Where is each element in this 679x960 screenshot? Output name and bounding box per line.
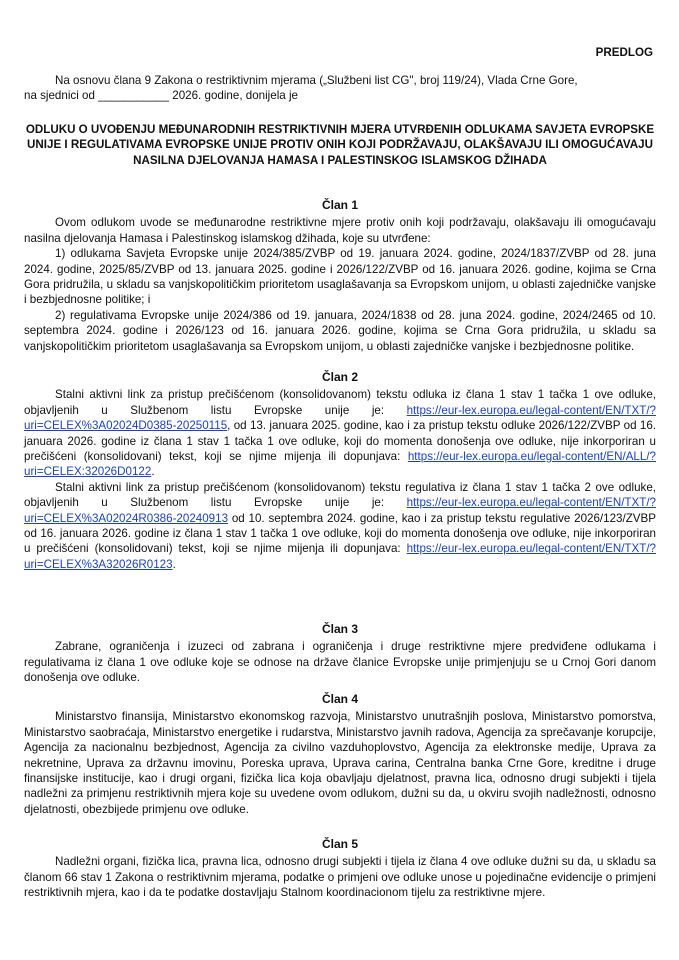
preamble-line-2: na sjednici od ___________ 2026. godine, donijela je	[24, 89, 298, 103]
text-segment: od 10. septembra 2024. godine, kao i za pristup tekstu regulative 2026/123/ZVBP od 16. januara 2026. godine iz člana 1 stav 1 tačka 1 ove odluke, koji do momenta donošenja ove odluke, nije inkorporiran u prečišćeni (konsolidovani) tekst, koji se njime mijenja ili dopunjava:	[24, 511, 656, 556]
article-2	[24, 370, 656, 572]
article-2-heading: Član 2	[321, 370, 358, 384]
article-3-paragraph: Zabrane, ograničenja i izuzeci od zabrana i ograničenja i druge restriktivne mjere predviđene odlukama i regulativama iz člana 1 ove odluke koje se odnose na države članice Evropske unije primjenjuju se u Crnoj Gori danom donošenja ove odluke.	[24, 640, 656, 685]
text-segment: Stalni aktivni link za pristup prečišćenom (konsolidovanom) tekstu odluka iz člana 1 stav 1 tačka 1 ove odluke, objavljenih u Službenom listu Evropske unije je:	[24, 388, 656, 417]
article-5-heading: Član 5	[321, 837, 358, 851]
article-1-heading: Član 1	[321, 198, 358, 212]
article-2-paragraph-2	[24, 480, 656, 572]
article-1	[24, 198, 656, 354]
eur-lex-link-regulation-consolidated[interactable]: https://eur-lex.europa.eu/legal-content/EN/TXT/?uri=CELEX%3A02024R0386-20240913	[24, 496, 656, 525]
text-segment: Stalni aktivni link za pristup prečišćenom (konsolidovanom) tekstu regulativa iz člana 1 stav 1 tačka 2 ove odluke, objavljenih u Službenom listu Evropske unije je:	[24, 480, 656, 510]
eur-lex-link-decision-2026[interactable]: https://eur-lex.europa.eu/legal-content/EN/ALL/?uri=CELEX:32026D0122	[24, 450, 656, 479]
preamble	[24, 73, 656, 104]
document-title: ODLUKU O UVOĐENJU MEĐUNARODNIH RESTRIKTIVNIH MJERA UTVRĐENIH ODLUKAMA SAVJETA EVROPSKE UNIJE I REGULATIVAMA EVROPSKE UNIJE PROTIV ONIH KOJI PODRŽAVAJU, OLAKŠAVAJU ILI OMOGUĆAVAJU NASILNA DJELOVANJA HAMASA I PALESTINSKOG ISLAMSKOG DŽIHADA	[25, 123, 655, 167]
draft-label: PREDLOG	[595, 46, 653, 59]
article-1-paragraph: Ovom odlukom uvode se međunarodne restriktivne mjere protiv onih koji podržavaju, olakšavaju ili omogućavaju nasilna djelovanja Hamasa i Palestinskog islamskog džihada, koje su utvrđene:	[24, 216, 656, 245]
article-4-paragraph: Ministarstvo finansija, Ministarstvo ekonomskog razvoja, Ministarstvo unutrašnjih poslova, Ministarstvo pomorstva, Ministarstvo saobraćaja, Ministarstvo energetike i rudarstva, Ministarstvo javnih radova, Agencija za sprečavanje korupcije, Agencija za nacionalnu bezbjednost, Agencija za civilno vazduhoplovstvo, Agencija za elektronske medije, Uprava za nekretnine, Uprava za državnu imovinu, Poreska uprava, Uprava carina, Centralna banka Crne Gore, kreditne i druge finansijske institucije, kao i drugi organi, fizička lica koja obavljaju djelatnost, pravna lica, odnosno drugi subjekti i tijela nadležni za primjenu restriktivnih mjera koje su uvedene ovom odlukom, dužni su da, u okviru svojih nadležnosti, odnosno djelatnosti, obezbijede primjenu ove odluke.	[24, 710, 656, 816]
text-segment: .	[151, 465, 155, 479]
eur-lex-link-regulation-2026[interactable]: https://eur-lex.europa.eu/legal-content/EN/TXT/?uri=CELEX%3A32026R0123	[24, 542, 656, 571]
article-3-heading: Član 3	[321, 622, 358, 636]
article-5	[24, 837, 656, 901]
text-segment: , od 13. januara 2025. godine, kao i za pristup tekstu odluke 2026/122/ZVBP od 16. januara 2026. godine iz člana 1 stav 1 tačka 1 ove odluke, koji do momenta donošenja ove odluke, nije inkorporiran u prečišćeni (konsolidovani) tekst, koji se njime mijenja ili dopunjava:	[24, 419, 656, 464]
article-5-paragraph: Nadležni organi, fizička lica, pravna lica, odnosno drugi subjekti i tijela iz člana 4 ove odluke dužni su da, u skladu sa članom 66 stav 1 Zakona o restriktivnim mjerama, podatke o primjeni ove odluke unose u pojedinačne evidencije o primjeni restriktivnih mjera, kao i da te podatke dostavljaju Stalnom koordinacionom tijelu za restriktivne mjere.	[24, 855, 656, 900]
article-1-item-1: 1) odlukama Savjeta Evropske unije 2024/385/ZVBP od 19. januara 2024. godine, 2024/1837/ZVBP od 28. juna 2024. godine, 2025/85/ZVBP od 13. januara 2025. godine i 2026/122/ZVBP od 16. januara 2026. godine, kojima se Crna Gora pridružila, u skladu sa vanjskopolitičkim prioritetom usaglašavanja sa Evropskom unijom, u oblasti zajedničke vanjske i bezbjednosne politike; i	[24, 247, 656, 307]
article-1-item-2: 2) regulativama Evropske unije 2024/386 od 19. januara, 2024/1838 od 28. juna 2024. godine, 2024/2465 od 10. septembra 2024. godine i 2026/123 od 16. januara 2026. godine, kojima se Crna Gora pridružila, u skladu sa vanjskopolitičkim prioritetom usaglašavanja sa Evropskom unijom, u oblasti zajedničke vanjske i bezbjednosne politike.	[24, 308, 656, 353]
preamble-line-1: Na osnovu člana 9 Zakona o restriktivnim mjerama („Službeni list CG", broj 119/24), Vlada Crne Gore,	[55, 74, 578, 87]
article-4	[24, 692, 656, 817]
article-4-heading: Član 4	[321, 692, 358, 706]
article-3	[24, 622, 656, 686]
article-2-paragraph-1	[24, 387, 656, 479]
eur-lex-link-decision-consolidated[interactable]: https://eur-lex.europa.eu/legal-content/EN/TXT/?uri=CELEX%3A02024D0385-20250115	[24, 403, 656, 433]
text-segment: .	[172, 557, 176, 571]
